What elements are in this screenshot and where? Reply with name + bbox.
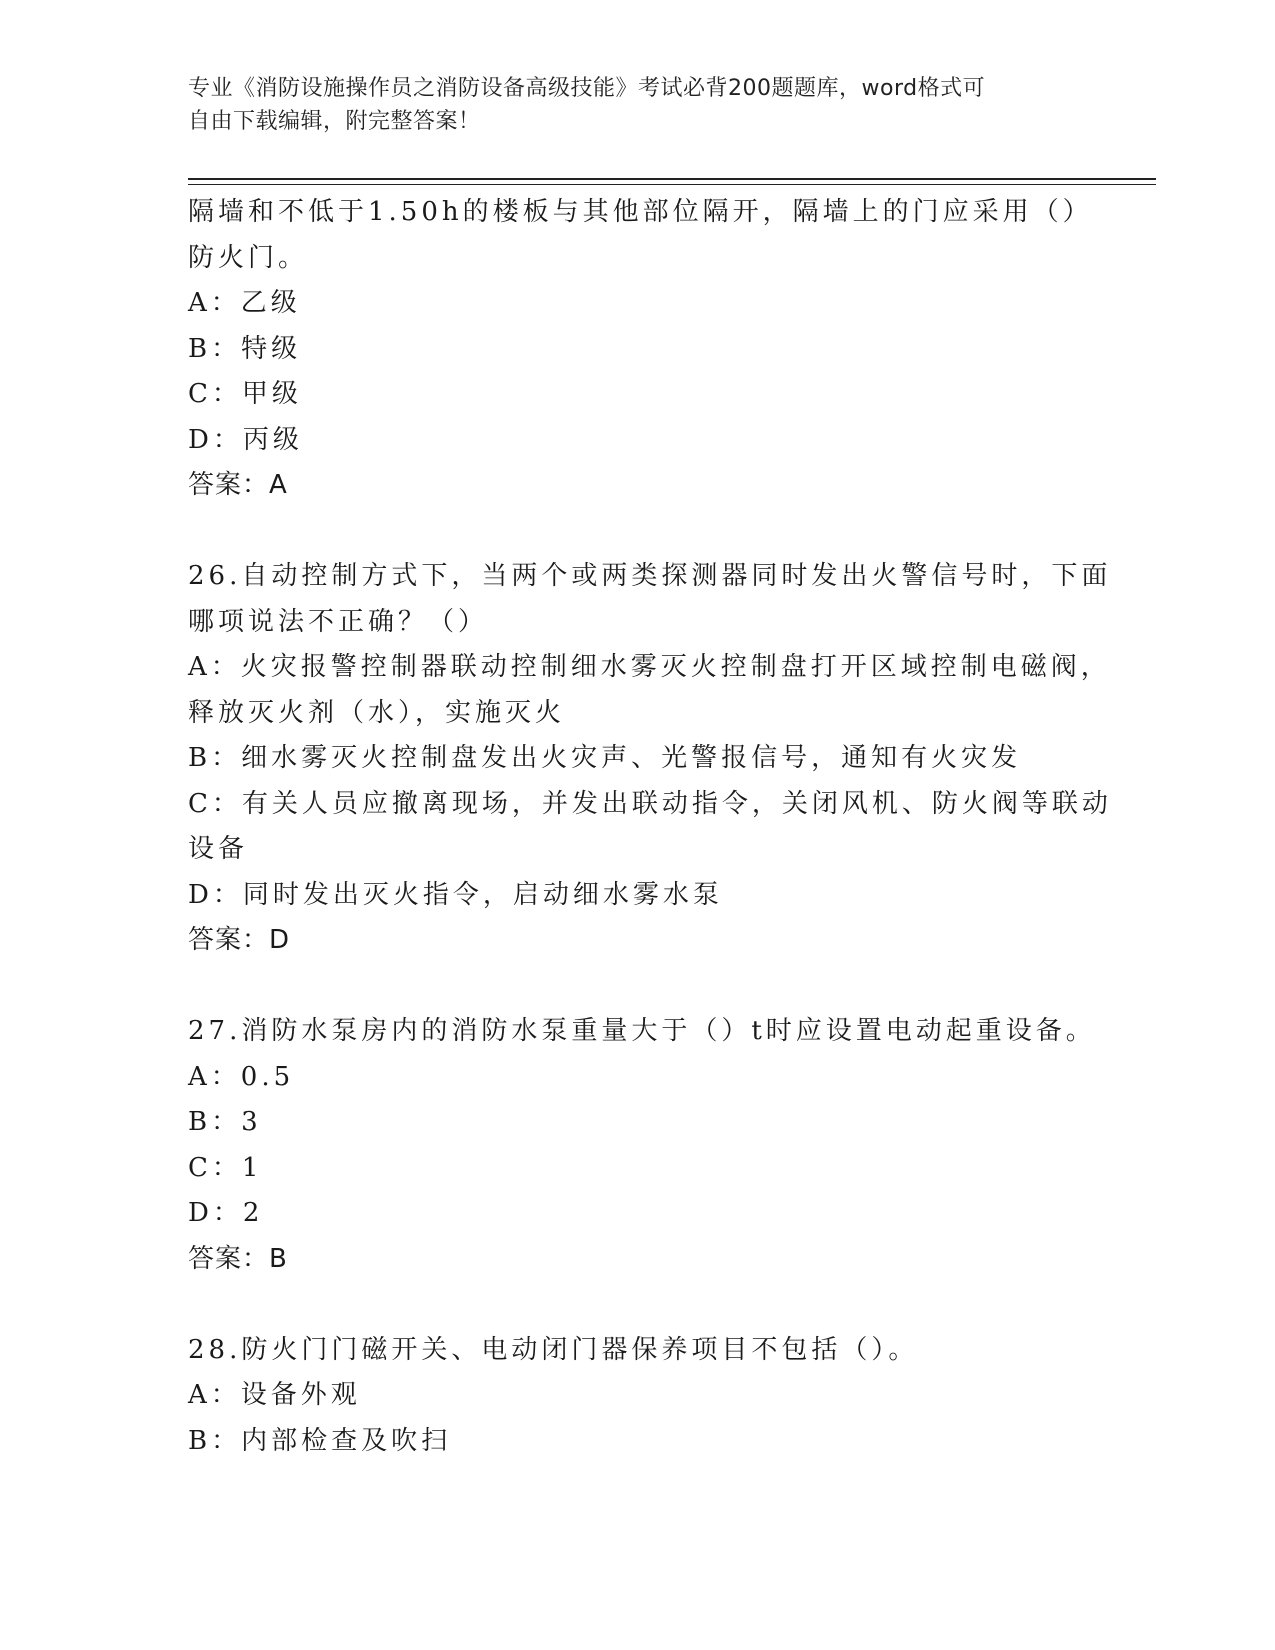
question-stem: 26.自动控制方式下，当两个或两类探测器同时发出火警信号时，下面 (188, 561, 1112, 591)
header-divider-thin (188, 184, 1156, 185)
option-a: A：设备外观 (188, 1380, 361, 1410)
option-b: B：细水雾灭火控制盘发出火灾声、光警报信号，通知有火灾发 (188, 743, 1022, 773)
question-stem: 隔墙和不低于1.50h的楼板与其他部位隔开，隔墙上的门应采用（） (188, 197, 1093, 227)
option-b: B：内部检查及吹扫 (188, 1425, 452, 1456)
option-d: D：2 (188, 1198, 264, 1228)
spacer (188, 964, 1088, 1010)
header-line-1: 专业《消防设施操作员之消防设备高级技能》考试必背200题题库，word格式可 (188, 76, 986, 101)
option-a: A：乙级 (188, 288, 301, 318)
option-a-continued: 释放灭火剂（水），实施灭火 (188, 697, 566, 728)
question-26 (188, 554, 1112, 964)
answer-line: 答案：A (188, 470, 288, 500)
question-stem: 27.消防水泵房内的消防水泵重量大于（）t时应设置电动起重设备。 (188, 1016, 1096, 1046)
answer-line: 答案：D (188, 925, 291, 955)
spacer (188, 1282, 1088, 1328)
option-b: B：3 (188, 1107, 262, 1137)
option-d: D：丙级 (188, 424, 303, 455)
question-25 (188, 190, 1093, 509)
option-a: A：0.5 (188, 1061, 295, 1092)
question-stem: 防火门。 (188, 242, 309, 273)
question-stem: 28.防火门门磁开关、电动闭门器保养项目不包括（）。 (188, 1334, 919, 1365)
document-header (188, 72, 1088, 138)
question-27 (188, 1009, 1096, 1282)
question-list (188, 190, 1112, 1464)
question-28 (188, 1328, 1088, 1465)
option-c: C：甲级 (188, 379, 302, 409)
header-divider-thick (188, 178, 1156, 180)
spacer (188, 509, 1088, 555)
option-c-continued: 设备 (188, 834, 249, 864)
option-c: C：有关人员应撤离现场，并发出联动指令，关闭风机、防火阀等联动 (188, 788, 1112, 819)
answer-line: 答案：B (188, 1243, 288, 1274)
header-line-2: 自由下载编辑，附完整答案！ (188, 109, 481, 134)
option-b: B：特级 (188, 333, 302, 364)
option-a: A：火灾报警控制器联动控制细水雾灭火控制盘打开区域控制电磁阀， (188, 652, 1111, 682)
option-d: D：同时发出灭火指令，启动细水雾水泵 (188, 879, 723, 910)
question-stem: 哪项说法不正确？（） (188, 606, 489, 637)
option-c: C：1 (188, 1152, 263, 1183)
